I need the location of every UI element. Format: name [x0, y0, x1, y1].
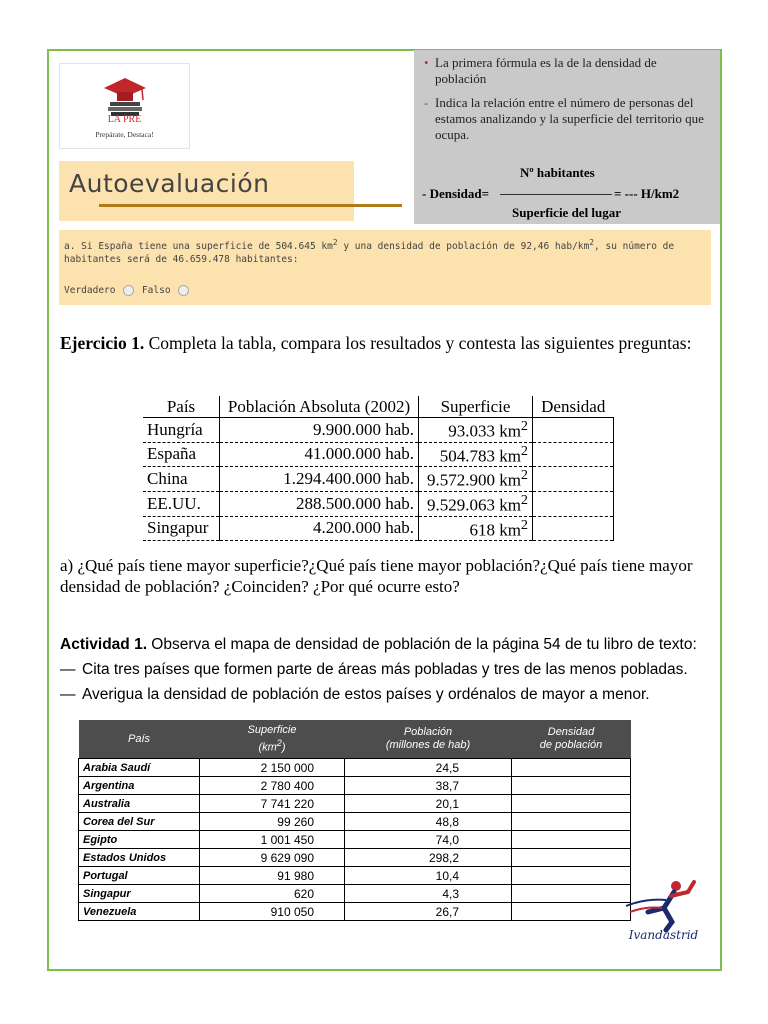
- true-radio[interactable]: [123, 285, 134, 296]
- formula-right: = --- H/km2: [614, 186, 680, 201]
- table-row: España 41.000.000 hab. 504.783 $km^2$: [143, 442, 614, 467]
- density-cell[interactable]: [512, 759, 631, 777]
- table-row: Egipto 1 001 450 74,0: [79, 831, 631, 849]
- table-row: EE.UU. 288.500.000 hab. 9.529.063 $km^2$: [143, 491, 614, 516]
- autoevaluacion-title: Autoevaluación: [69, 169, 270, 198]
- bullet-icon: •: [424, 55, 429, 70]
- formula-left: - Densidad=: [422, 186, 490, 201]
- logo-name: LA PRE: [107, 114, 142, 125]
- table-row: Argentina 2 780 400 38,7: [79, 777, 631, 795]
- actividad-intro: Actividad 1. Observa el mapa de densidad de población de la página 54 de tu libro de texto:: [60, 636, 697, 653]
- logo2-name: Ivandastrid: [628, 928, 699, 942]
- table-row: China 1.294.400.000 hab. 9.572.900 $km^2$: [143, 467, 614, 492]
- table-row: Portugal 91 980 10,4: [79, 867, 631, 885]
- ejercicio-text: Completa la tabla, compara los resultados y contesta las siguientes preguntas:: [144, 333, 692, 353]
- table-row: Venezuela 910 050 26,7: [79, 903, 631, 921]
- dash-icon: -: [424, 95, 429, 110]
- density-cell[interactable]: [533, 418, 614, 443]
- density-cell[interactable]: [533, 442, 614, 467]
- ejercicio-1: [60, 333, 705, 354]
- column-header: Superficie: [419, 396, 533, 418]
- actividad-1: [60, 632, 720, 707]
- column-header: Población (millones de hab): [345, 720, 512, 759]
- ivandastrid-logo: [616, 878, 711, 948]
- column-header: País: [143, 396, 220, 418]
- table-row: Australia 7 741 220 20,1: [79, 795, 631, 813]
- formula-denominator: Superficie del lugar: [512, 205, 622, 220]
- density-cell[interactable]: [512, 813, 631, 831]
- density-cell[interactable]: [512, 903, 631, 921]
- population-table: [143, 396, 614, 541]
- density-cell[interactable]: [512, 885, 631, 903]
- column-header: Superficie $(km^2)$: [200, 720, 345, 759]
- density-cell[interactable]: [512, 795, 631, 813]
- true-label: Verdadero: [64, 285, 116, 296]
- column-header: Densidad: [533, 396, 614, 418]
- table-row: Estados Unidos 9 629 090 298,2: [79, 849, 631, 867]
- density-cell[interactable]: [512, 777, 631, 795]
- table-row: Singapur 620 4,3: [79, 885, 631, 903]
- actividad-item: — Cita tres países que formen parte de áreas más pobladas y tres de las menos pobladas.: [60, 661, 688, 678]
- false-radio[interactable]: [178, 285, 189, 296]
- density-cell[interactable]: [512, 831, 631, 849]
- quiz-box: [59, 230, 711, 305]
- fraction-line: [500, 194, 612, 195]
- false-label: Falso: [141, 285, 171, 296]
- la-pre-logo: [59, 63, 190, 149]
- questions-text: a) ¿Qué país tiene mayor superficie?¿Qué país tiene mayor población?¿Qué país tiene mayor densidad de población? ¿Coinciden? ¿Por qué ocurre esto?: [60, 556, 693, 596]
- table-row: Singapur 4.200.000 hab. 618 $km^2$: [143, 516, 614, 541]
- density-cell[interactable]: [533, 491, 614, 516]
- column-header: País: [79, 720, 200, 759]
- table-row: Corea del Sur 99 260 48,8: [79, 813, 631, 831]
- formula-panel: [414, 50, 720, 224]
- quiz-answers: [64, 285, 191, 296]
- runner-icon: [616, 878, 711, 933]
- column-header: Población Absoluta (2002): [220, 396, 419, 418]
- logo-slogan: Prepárate, Destaca!: [95, 130, 154, 139]
- density-cell[interactable]: [512, 867, 631, 885]
- bullet-item: - Indica la relación entre el número de personas del estamos analizando y la superficie del territorio que ocupa.: [424, 95, 704, 142]
- column-header: Densidad de población: [512, 720, 631, 759]
- table-row: Hungría 9.900.000 hab. 93.033 $km^2$: [143, 418, 614, 443]
- ejercicio-label: Ejercicio 1.: [60, 333, 145, 353]
- density-cell[interactable]: [533, 467, 614, 492]
- density-cell[interactable]: [533, 516, 614, 541]
- bullet-item: • La primera fórmula es la de la densidad de población: [424, 55, 657, 86]
- table-row: Arabia Saudí 2 150 000 24,5: [79, 759, 631, 777]
- graduation-cap-icon: [100, 72, 150, 120]
- quiz-question: a. Si España tiene una superficie de 504.645 $km^2$ y una densidad de población de 92,46 hab/$km^2$, su número de habitantes será de 46.659.478 habitantes:: [64, 238, 675, 266]
- density-table: [78, 720, 631, 921]
- actividad-item: — Averigua la densidad de población de estos países y ordénalos de mayor a menor.: [60, 686, 650, 703]
- density-cell[interactable]: [512, 849, 631, 867]
- title-underline: [99, 204, 402, 207]
- autoevaluacion-banner: [59, 161, 354, 221]
- formula-numerator: Nº habitantes: [520, 165, 595, 180]
